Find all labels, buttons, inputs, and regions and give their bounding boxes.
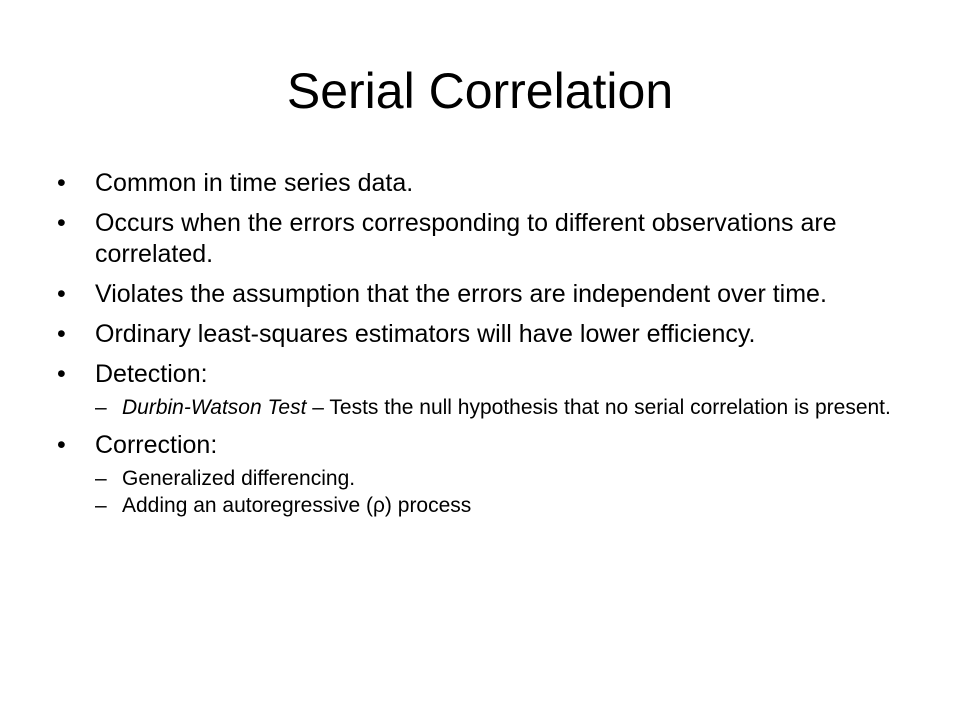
- bullet-list: [55, 168, 905, 528]
- bullet-text: Common in time series data.: [95, 169, 414, 197]
- bullet-marker: •: [57, 360, 66, 388]
- sub-bullet-item: [55, 395, 905, 421]
- bullet-text: Ordinary least-squares estimators will have lower efficiency.: [95, 320, 756, 348]
- dash-marker: –: [95, 494, 107, 517]
- bullet-item: [55, 168, 905, 199]
- bullet-marker: •: [57, 320, 66, 348]
- bullet-marker: •: [57, 169, 66, 197]
- bullet-item: [55, 319, 905, 350]
- bullet-item: [55, 208, 905, 270]
- bullet-item-detection: [55, 359, 905, 390]
- test-name: Durbin-Watson Test: [122, 396, 307, 419]
- sub-bullet-text: Generalized differencing.: [122, 467, 356, 490]
- sub-bullet-item: [55, 493, 905, 519]
- bullet-text: Occurs when the errors corresponding to different observations are correlated.: [95, 209, 837, 268]
- dash-marker: –: [95, 467, 107, 490]
- sub-bullet-text: Adding an autoregressive (ρ) process: [122, 494, 472, 517]
- bullet-item: [55, 279, 905, 310]
- slide-title: Serial Correlation: [286, 63, 674, 119]
- bullet-marker: •: [57, 209, 66, 237]
- bullet-text: Violates the assumption that the errors are independent over time.: [95, 280, 827, 308]
- bullet-marker: •: [57, 431, 66, 459]
- sub-bullet-item: [55, 466, 905, 492]
- bullet-item-correction: [55, 430, 905, 461]
- dash-marker: –: [95, 396, 107, 419]
- bullet-marker: •: [57, 280, 66, 308]
- sub-bullet-text: – Tests the null hypothesis that no serial correlation is present.: [306, 396, 891, 419]
- bullet-text: Correction:: [95, 431, 218, 459]
- bullet-text: Detection:: [95, 360, 208, 388]
